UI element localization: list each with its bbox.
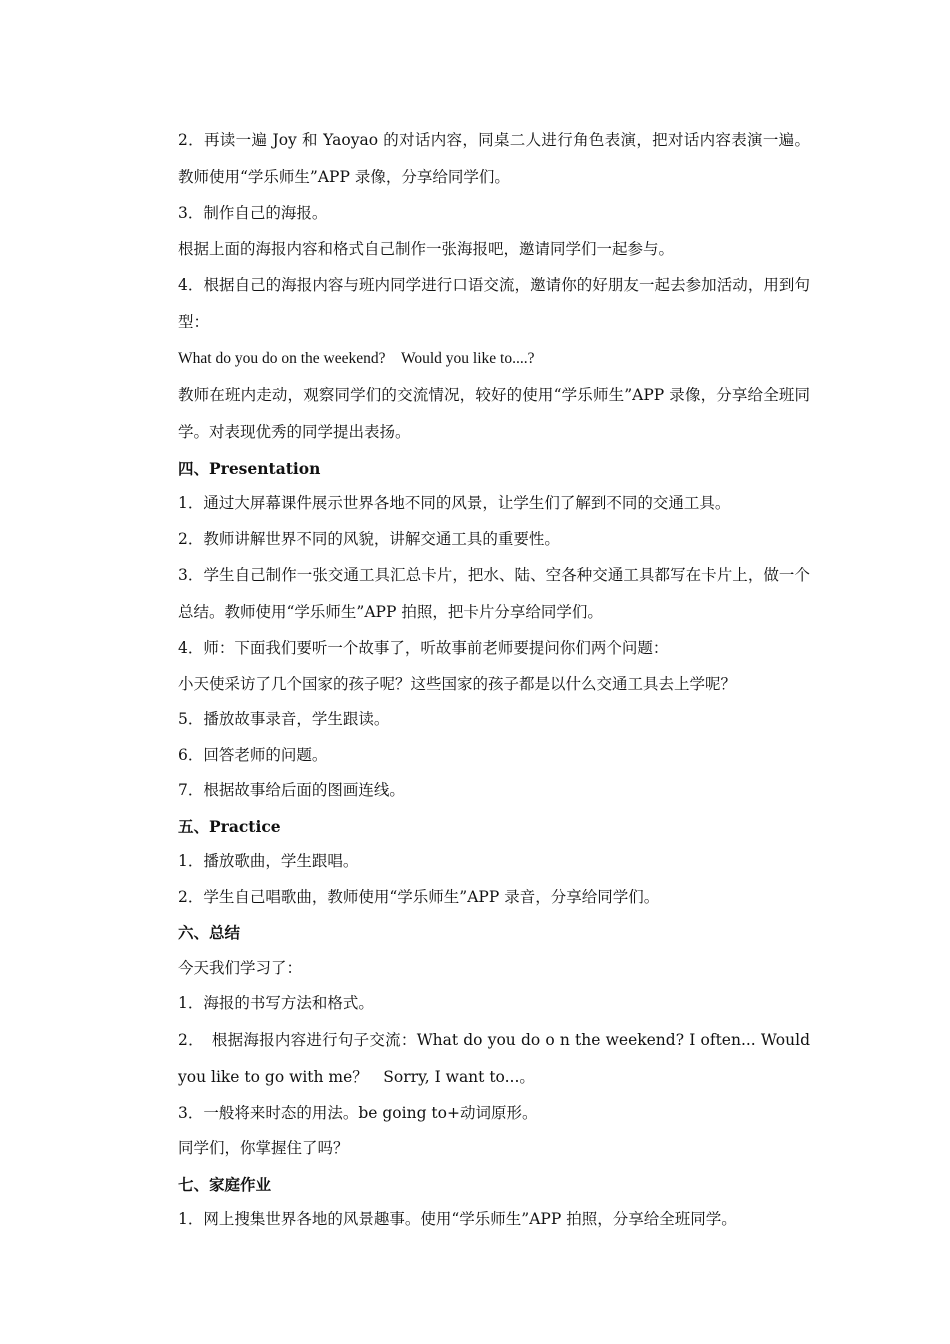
paragraph-presentation-1: 1．通过大屏幕课件展示世界各地不同的风景，让学生们了解到不同的交通工具。 (178, 494, 731, 512)
paragraph-story-questions: 小天使采访了几个国家的孩子呢？这些国家的孩子都是以什么交通工具去上学呢？ (178, 674, 737, 693)
paragraph-practice-1: 1．播放歌曲，学生跟唱。 (178, 852, 359, 870)
paragraph-presentation-7: 7．根据故事给后面的图画连线。 (178, 781, 405, 799)
paragraph-make-poster: 3．制作自己的海报。 (178, 204, 328, 222)
paragraph-summary-3: 3．一般将来时态的用法。be going to+动词原形。 (178, 1103, 538, 1122)
paragraph-roleplay: 2．再读一遍 Joy 和 Yaoyao 的对话内容，同桌二人进行角色表演，把对话内容表演一遍。教师使用“学乐师生”APP 录像，分享给同学们。 (178, 131, 810, 186)
paragraph-presentation-5: 5．播放故事录音，学生跟读。 (178, 710, 390, 728)
paragraph-sentence-pattern: What do you do on the weekend? Would you like to....? (178, 350, 535, 367)
paragraph-homework-1: 1．网上搜集世界各地的风景趣事。使用“学乐师生”APP 拍照，分享给全班同学。 (178, 1210, 737, 1228)
paragraph-presentation-2: 2．教师讲解世界不同的风貌，讲解交通工具的重要性。 (178, 529, 560, 548)
paragraph-teacher-observe: 教师在班内走动，观察同学们的交流情况，较好的使用“学乐师生”APP 录像，分享给全班同学。对表现优秀的同学提出表扬。 (178, 385, 810, 441)
paragraph-summary-intro: 今天我们学习了： (178, 958, 303, 977)
section-heading-homework: 七、家庭作业 (178, 1174, 272, 1194)
paragraph-oral-exchange: 4．根据自己的海报内容与班内同学进行口语交流，邀请你的好朋友一起去参加活动，用到句型： (178, 276, 810, 331)
paragraph-summary-2: 2． 根据海报内容进行句子交流：What do you do o n the weekend? I often... Would you like to go with me？ Sorry, I want to...。 (178, 1030, 810, 1086)
paragraph-presentation-4: 4．师：下面我们要听一个故事了，听故事前老师要提问你们两个问题： (178, 639, 669, 657)
paragraph-presentation-6: 6．回答老师的问题。 (178, 745, 328, 764)
paragraph-poster-instruction: 根据上面的海报内容和格式自己制作一张海报吧，邀请同学们一起参与。 (178, 239, 675, 258)
section-heading-presentation: 四、Presentation (178, 458, 321, 478)
paragraph-summary-1: 1．海报的书写方法和格式。 (178, 994, 374, 1012)
paragraph-presentation-3: 3．学生自己制作一张交通工具汇总卡片，把水、陆、空各种交通工具都写在卡片上，做一个总结。教师使用“学乐师生”APP 拍照，把卡片分享给同学们。 (178, 566, 810, 621)
paragraph-summary-question: 同学们，你掌握住了吗？ (178, 1139, 349, 1157)
paragraph-practice-2: 2．学生自己唱歌曲，教师使用“学乐师生”APP 录音，分享给同学们。 (178, 887, 660, 906)
document-body (178, 122, 810, 1238)
section-heading-practice: 五、Practice (178, 816, 281, 836)
section-heading-summary: 六、总结 (178, 923, 241, 942)
